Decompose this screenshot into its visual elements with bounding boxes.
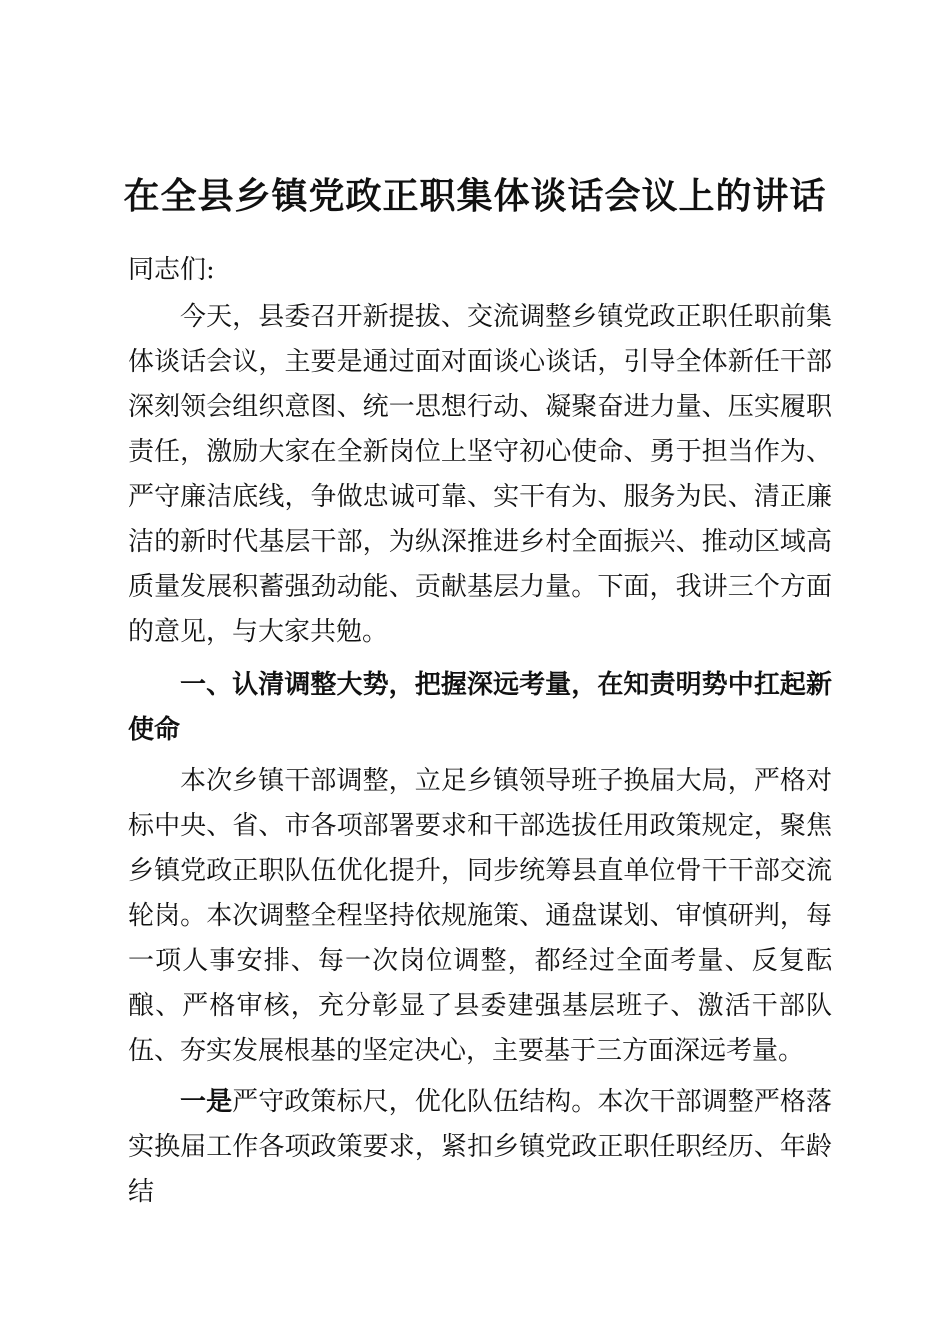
intro-paragraph: 今天，县委召开新提拔、交流调整乡镇党政正职任职前集体谈话会议，主要是通过面对面谈心谈话，引导全体新任干部深刻领会组织意图、统一思想行动、凝聚奋进力量、压实履职责任，激励大家在全新岗位上坚守初心使命、勇于担当作为、严守廉洁底线，争做忠诚可靠、实干有为、服务为民、清正廉洁的新时代基层干部，为纵深推进乡村全面振兴、推动区域高质量发展积蓄强劲动能、贡献基层力量。下面，我讲三个方面的意见，与大家共勉。 xyxy=(128,302,832,647)
document-body xyxy=(128,248,832,1215)
salutation: 同志们: xyxy=(128,255,215,285)
document-title: 在全县乡镇党政正职集体谈话会议上的讲话 xyxy=(123,175,827,217)
point-1-lead: 一是 xyxy=(180,1087,233,1117)
section-1-heading: 一、认清调整大势，把握深远考量，在知责明势中扛起新使命 xyxy=(128,670,832,745)
point-1-text: 严守政策标尺，优化队伍结构。本次干部调整严格落实换届工作各项政策要求，紧扣乡镇党政正职任职经历、年龄结 xyxy=(128,1087,832,1207)
section-1-paragraph: 本次乡镇干部调整，立足乡镇领导班子换届大局，严格对标中央、省、市各项部署要求和干部选拔任用政策规定，聚焦乡镇党政正职队伍优化提升，同步统筹县直单位骨干干部交流轮岗。本次调整全程坚持依规施策、通盘谋划、审慎研判，每一项人事安排、每一次岗位调整，都经过全面考量、反复酝酿、严格审核，充分彰显了县委建强基层班子、激活干部队伍、夯实发展根基的坚定决心，主要基于三方面深远考量。 xyxy=(128,766,832,1066)
point-1-paragraph xyxy=(128,1080,832,1215)
